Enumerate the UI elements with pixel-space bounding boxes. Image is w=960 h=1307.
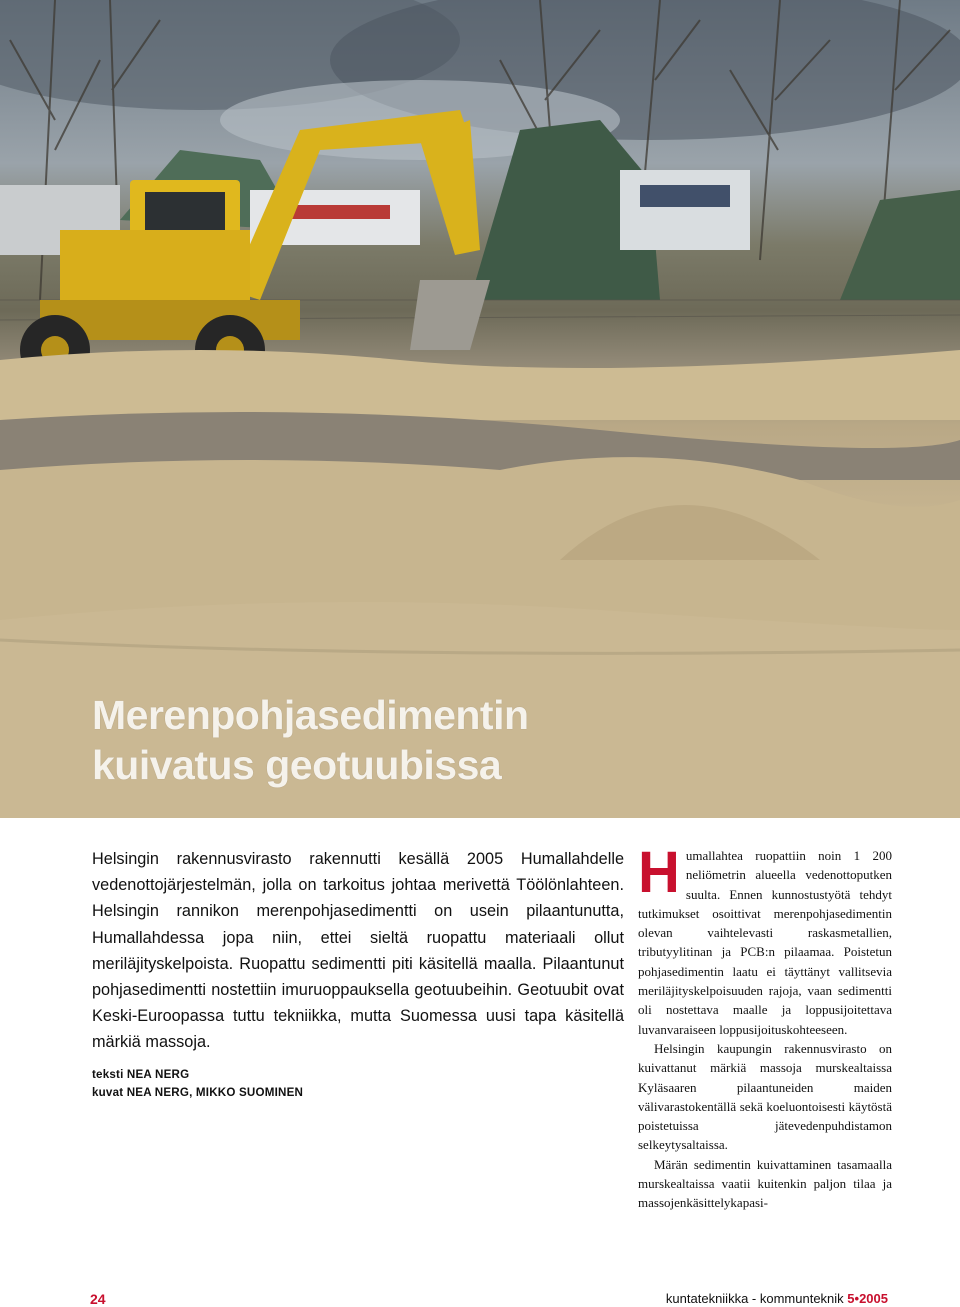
body-paragraph-2: Helsingin kaupungin rakennusvirasto on kuivattanut märkiä massoja murskealtaissa Kyläsaaren pilaantuneiden maiden välivarastokentällä sekä koeluontoisesti käytöstä poistetuissa jätevedenpuhdistamon selkeytysaltaissa. [638,1040,892,1153]
sky [0,0,960,160]
photo-credit [92,1084,492,1102]
article-headline [92,690,792,790]
text-credit-author: NEA NERG [126,1068,190,1081]
body-paragraph-1 [638,840,892,1039]
body-paragraph-1-text: umallahtea ruopattiin noin 1 200 neliömetrin alueella vedenottoputken suulta. Ennen kunnostustyötä tehdyt tutkimukset osoittivat merenpohjasedimentin olevan vaihtelevasti raskasmetallien, tributyylitinan ja PCB:n pilaamaa. Poistetun pohjasedimentin laatu ei täyttänyt vallitsevia meriläjityskelpoisuuden rajoja, vaan sedimentti oli nostettava maalle ja loppusijoitettava luvanvaraiseen loppusijoituskohteeseen. [638,848,892,1037]
body-column [638,840,892,1213]
body-paragraph-3: Märän sedimentin kuivattaminen tasamaalla murskealtaissa vaatii kuitenkin paljon tilaa ja massojenkäsittelykapasi- [638,1156,892,1211]
page-number: 24 [90,1291,106,1307]
headline-line-2: kuivatus geotuubissa [92,742,502,788]
headline-line-1: Merenpohjasedimentin [92,692,529,738]
photo-credit-label: kuvat [92,1086,124,1099]
magazine-footer [666,1291,888,1306]
text-credit [92,1066,492,1084]
article-lead: Helsingin rakennusvirasto rakennutti kesällä 2005 Humallahdelle vedenottojärjestelmän, jolla on tarkoitus johtaa merivettä Töölönlahteen. Helsingin rannikon merenpohjasedimentti on usein pilaantunutta, Humallahdessa jopa niin, ettei sieltä ruopattu materiaali ollut meriläjityskelpoista. Ruopattu sedimentti piti käsitellä maalla. Pilaantunut pohjasedimentti nostettiin imuruoppauksella geotuubeihin. Geotuubit ovat Keski-Euroopassa tuttu tekniikka, mutta Suomessa uusi tapa käsitellä märkiä massoja. [92,850,624,1052]
drop-cap: H [638,840,680,905]
article-credits [92,1066,492,1102]
magazine-name: kuntatekniikka - kommunteknik [665,1291,844,1306]
photo-credit-authors: NEA NERG, MIKKO SUOMINEN [126,1086,304,1099]
issue-number: 5•2005 [847,1291,888,1306]
text-credit-label: teksti [92,1068,124,1081]
